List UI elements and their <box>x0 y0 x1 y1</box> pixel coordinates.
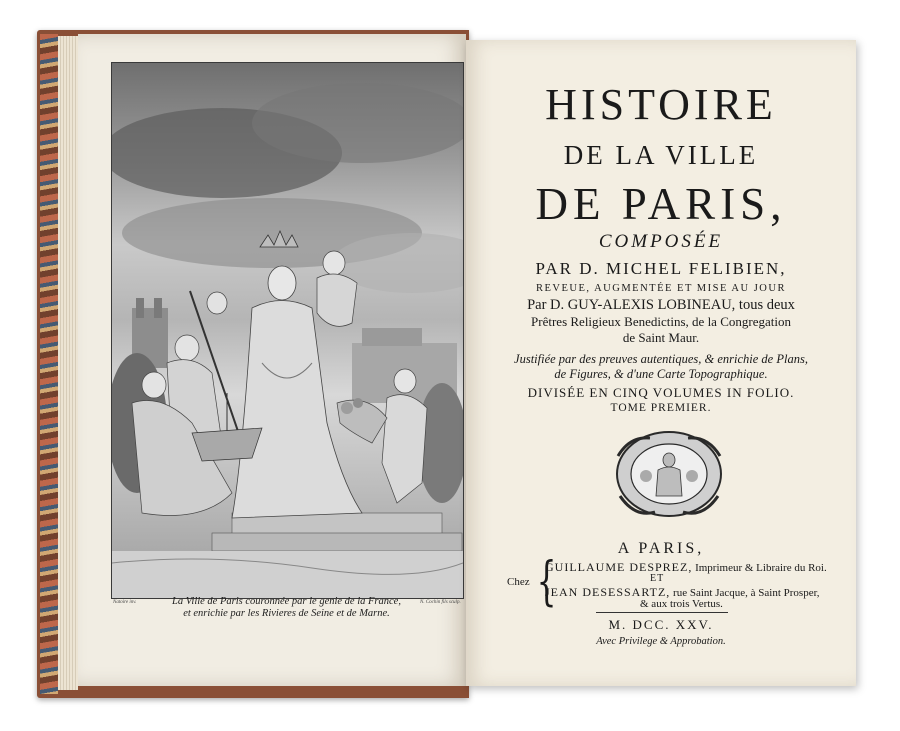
imprint-rule <box>596 612 728 613</box>
imprint-privilege: Avec Privilege & Approbation. <box>596 636 726 647</box>
title-line-divisee: DIVISÉE EN CINQ VOLUMES IN FOLIO. <box>527 385 795 400</box>
engraver-credit-left: Natoire inv. <box>113 600 137 605</box>
publisher-desessartz-name: JEAN DESESSARTZ, <box>545 585 671 599</box>
title-line-pretres: Prêtres Religieux Benedictins, de la Congregation <box>531 314 791 329</box>
vignette-ornament <box>610 426 728 522</box>
title-line-saint-maur: de Saint Maur. <box>622 330 700 345</box>
frontispiece-engraving <box>111 62 464 599</box>
publisher-desprez <box>545 560 827 575</box>
publisher-desessartz-address: rue Saint Jacque, à Saint Prosper, <box>673 587 820 599</box>
title-line-reveue: REVEUE, AUGMENTÉE ET MISE AU JOUR <box>536 283 786 294</box>
imprint-et: ET <box>650 573 665 584</box>
curly-brace: { <box>536 552 557 612</box>
page-stack <box>58 36 78 690</box>
imprint-date: M. DCC. XXV. <box>608 617 714 632</box>
title-line-histoire: HISTOIRE <box>545 80 777 129</box>
title-line-de-paris: DE PARIS, <box>535 179 787 229</box>
title-line-justifiee: Justifiée par des preuves autentiques, & enrichie de Plans, <box>514 352 808 366</box>
publisher-desessartz-sign: & aux trois Vertus. <box>640 598 723 610</box>
title-line-lobineau: Par D. GUY-ALEXIS LOBINEAU, tous deux <box>527 297 795 313</box>
title-line-composee: COMPOSÉE <box>598 231 724 252</box>
title-line-tome: TOME PREMIER. <box>610 402 712 414</box>
title-line-author: PAR D. MICHEL FELIBIEN, <box>535 259 787 278</box>
title-line-de-la-ville: DE LA VILLE <box>563 140 759 170</box>
engraver-credit-right: N. Cochin fils sculp. <box>420 600 461 605</box>
caption-line-2: et enrichie par les Rivieres de Seine et de Marne. <box>183 608 390 619</box>
publisher-desprez-role: Imprimeur & Libraire du Roi. <box>695 562 827 574</box>
engraving-illustration <box>112 63 463 598</box>
frontispiece-caption <box>111 596 462 620</box>
caption-line-1: La Ville de Paris couronnée par le genie de la France, <box>172 596 401 607</box>
title-line-figures: de Figures, & d'une Carte Topographique. <box>554 367 768 381</box>
publisher-desprez-name: GUILLAUME DESPREZ, <box>545 560 693 574</box>
marbled-edge <box>40 34 58 694</box>
printer-vignette <box>610 426 728 522</box>
imprint-place: A PARIS, <box>617 540 705 557</box>
imprint-chez: Chez <box>507 576 530 588</box>
